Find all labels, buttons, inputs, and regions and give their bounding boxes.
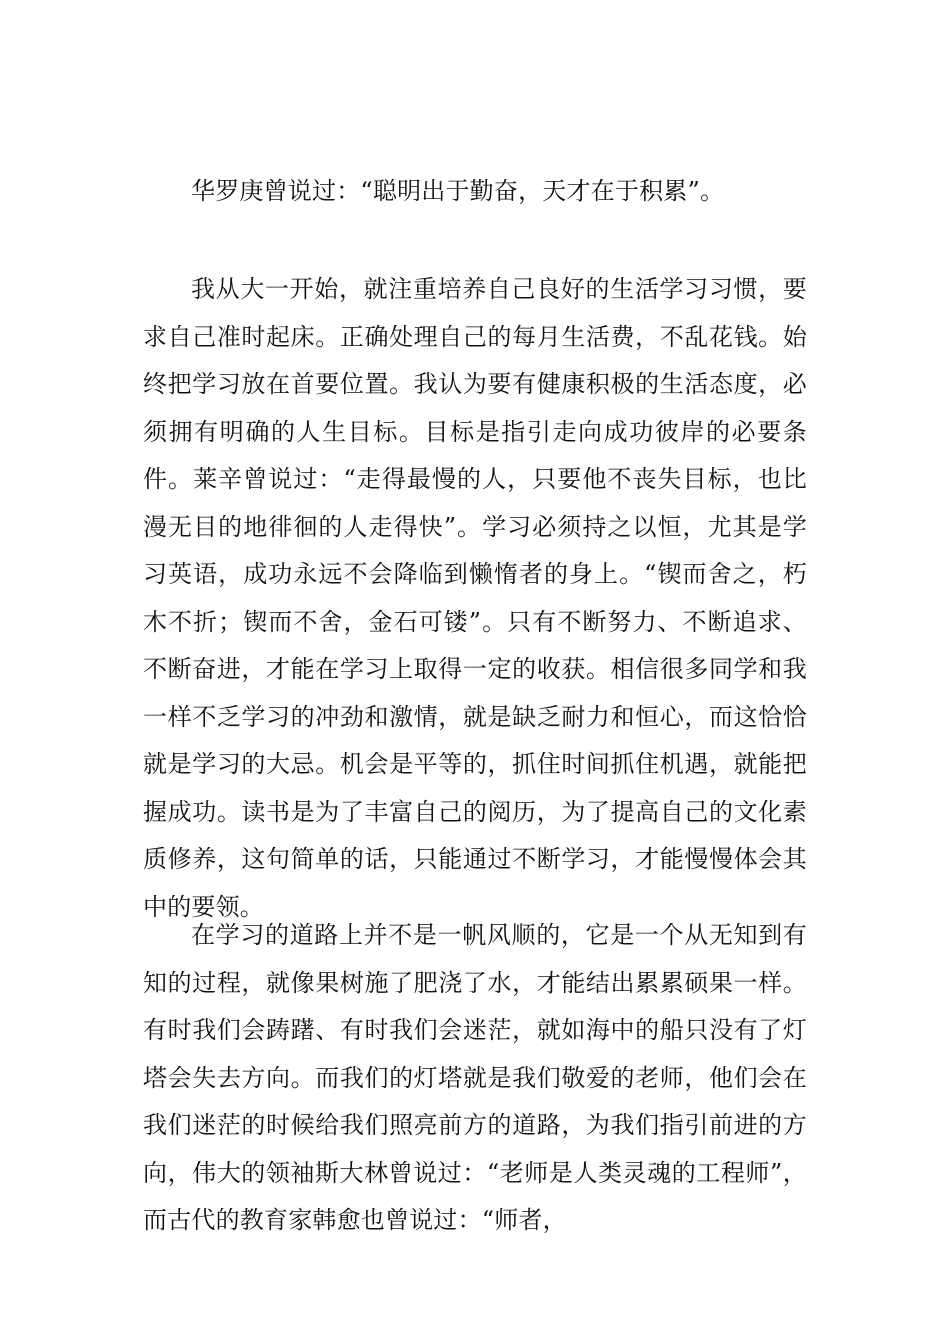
paragraph-study-habits: 我从大一开始，就注重培养自己良好的生活学习习惯，要求自己准时起床。正确处理自己的每月生活费，不乱花钱。始终把学习放在首要位置。我认为要有健康积极的生活态度，必须拥有明确的人生目标。目标是指引走向成功彼岸的必要条件。莱辛曾说过：“走得最慢的人，只要他不丧失目标，也比漫无目的地徘徊的人走得快”。学习必须持之以恒，尤其是学习英语，成功永远不会降临到懒惰者的身上。“锲而舍之，朽木不折；锲而不舍，金石可镂”。只有不断努力、不断追求、不断奋进，才能在学习上取得一定的收获。相信很多同学和我一样不乏学习的冲劲和激情，就是缺乏耐力和恒心，而这恰恰就是学习的大忌。机会是平等的，抓住时间抓住机遇，就能把握成功。读书是为了丰富自己的阅历，为了提高自己的文化素质修养，这句简单的话，只能通过不断学习，才能慢慢体会其中的要领。 (143, 275, 807, 921)
paragraph-road-of-learning: 在学习的道路上并不是一帆风顺的，它是一个从无知到有知的过程，就像果树施了肥浇了水，才能结出累累硕果一样。有时我们会踌躇、有时我们会迷茫，就如海中的船只没有了灯塔会失去方向。而我们的灯塔就是我们敬爱的老师，他们会在我们迷茫的时候给我们照亮前方的道路，为我们指引前进的方向，伟大的领袖斯大林曾说过：“老师是人类灵魂的工程师”，而古代的教育家韩愈也曾说过：“师者， (143, 921, 807, 1234)
paragraph-hua-luogeng-quote: 华罗庚曾说过：“聪明出于勤奋，天才在于积累”。 (191, 177, 725, 205)
